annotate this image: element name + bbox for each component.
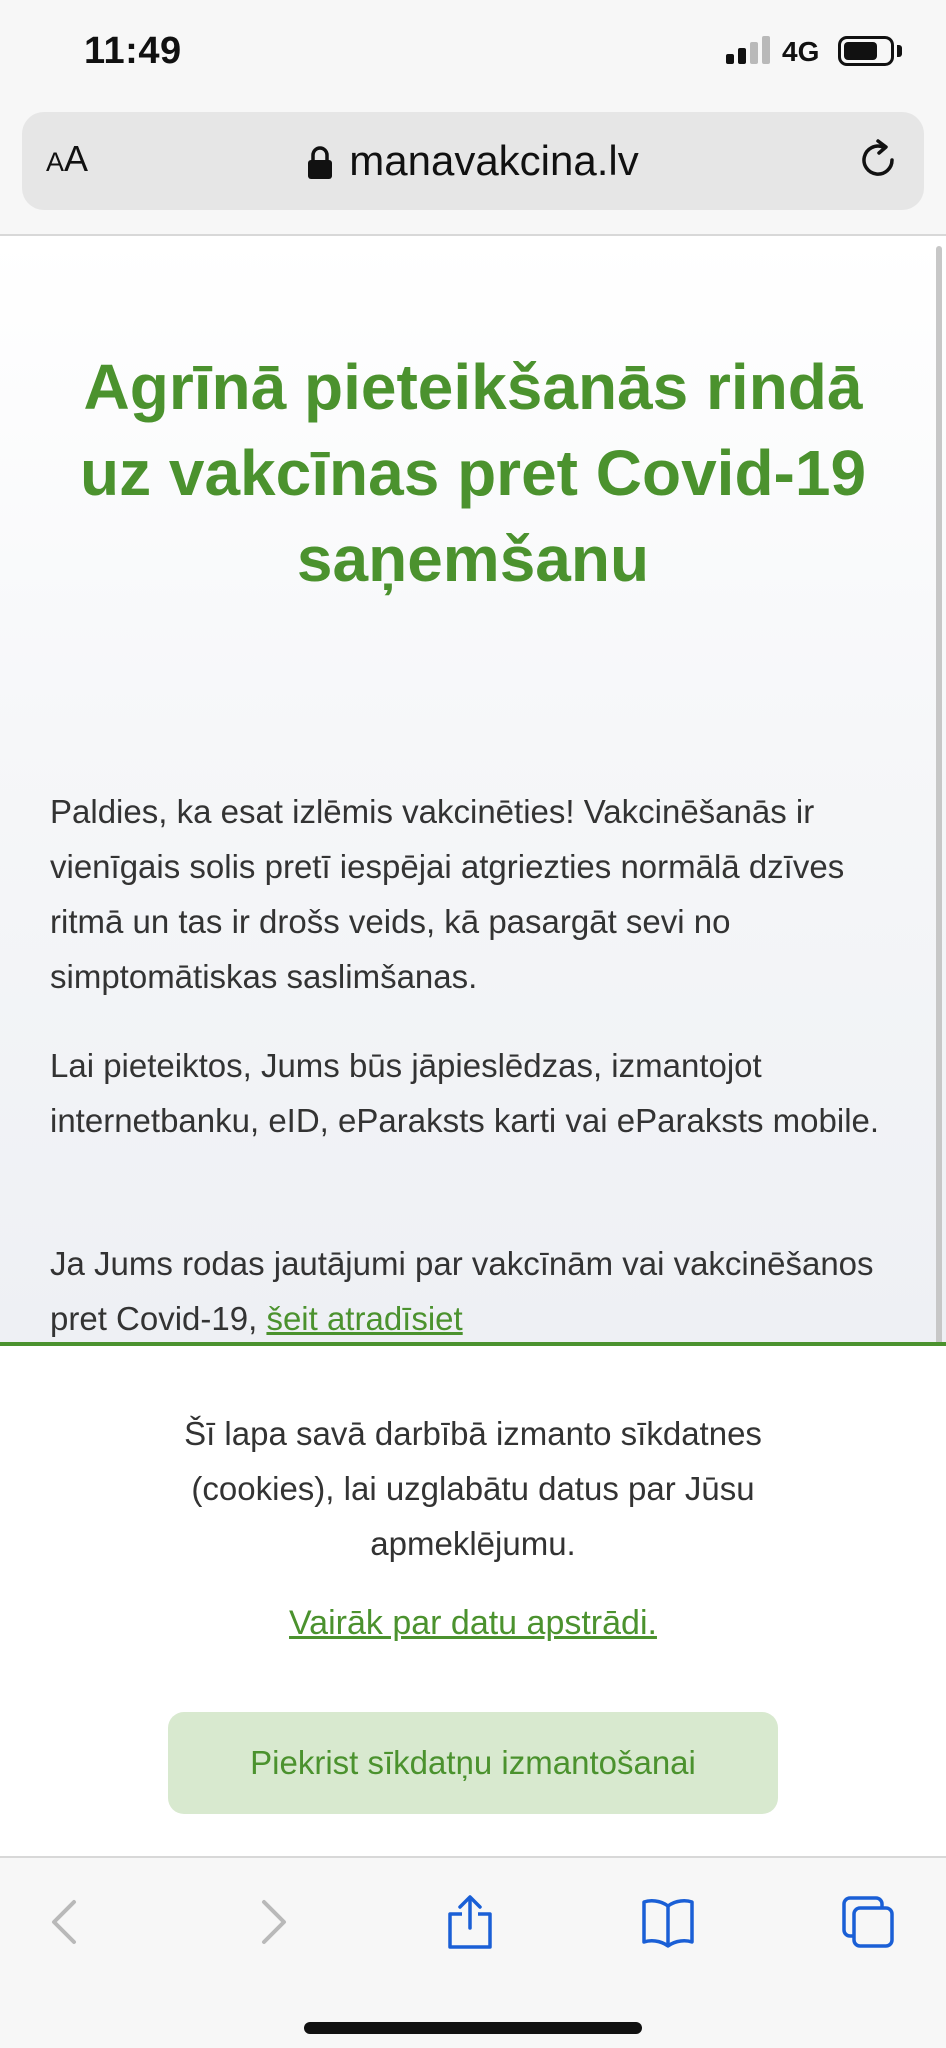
accept-cookies-button[interactable]: Piekrist sīkdatņu izmantošanai	[168, 1712, 778, 1814]
battery-cap	[897, 45, 902, 57]
questions-text: Ja Jums rodas jautājumi par vakcīnām vai vakcinēšanos pret Covid-19,	[50, 1245, 874, 1337]
browser-bottom-toolbar	[0, 1856, 946, 2048]
status-time: 11:49	[84, 30, 182, 72]
status-bar	[0, 0, 946, 104]
signal-icon	[726, 36, 772, 64]
page-title: Agrīnā pieteikšanās rindā uz vakcīnas pret Covid-19 saņemšanu	[79, 351, 867, 595]
url-display[interactable]	[22, 112, 924, 210]
text-size-small-glyph: A	[46, 147, 65, 177]
text-size-large-glyph: A	[64, 138, 89, 179]
chevron-left-icon[interactable]	[38, 1894, 94, 1950]
scrollbar[interactable]	[936, 246, 942, 1342]
cookie-notice-text: Šī lapa savā darbībā izmanto sīkdatnes (cookies), lai uzglabātu datus par Jūsu apmeklējumu.	[184, 1415, 762, 1562]
faq-link[interactable]: šeit atradīsiet	[266, 1300, 463, 1337]
login-info-paragraph: Lai pieteiktos, Jums būs jāpieslēdzas, izmantojot internetbanku, eID, eParaksts karti vai eParaksts mobile.	[50, 1047, 880, 1139]
address-bar[interactable]	[22, 112, 924, 210]
tabs-icon[interactable]	[840, 1894, 896, 1950]
page-content[interactable]	[0, 238, 946, 1342]
url-text: manavakcina.lv	[349, 137, 639, 184]
home-indicator[interactable]	[304, 2022, 642, 2034]
network-type: 4G	[782, 36, 820, 67]
book-icon[interactable]	[640, 1894, 696, 1950]
questions-paragraph	[50, 1236, 896, 1342]
chevron-right-icon[interactable]	[244, 1894, 300, 1950]
reload-icon[interactable]	[856, 138, 900, 182]
battery-icon	[838, 36, 894, 66]
lock-icon	[307, 146, 333, 180]
battery-level	[844, 42, 877, 60]
data-processing-link[interactable]: Vairāk par datu apstrādi.	[289, 1604, 657, 1642]
browser-address-toolbar	[0, 104, 946, 236]
intro-paragraph: Paldies, ka esat izlēmis vakcinēties! Vakcinēšanās ir vienīgais solis pretī iespējai atgriezties normālā dzīves ritmā un tas ir drošs veids, kā pasargāt sevi no simptomātiskas saslimšanas.	[50, 793, 845, 995]
cookie-banner	[0, 1342, 946, 1856]
share-icon[interactable]	[442, 1894, 498, 1950]
